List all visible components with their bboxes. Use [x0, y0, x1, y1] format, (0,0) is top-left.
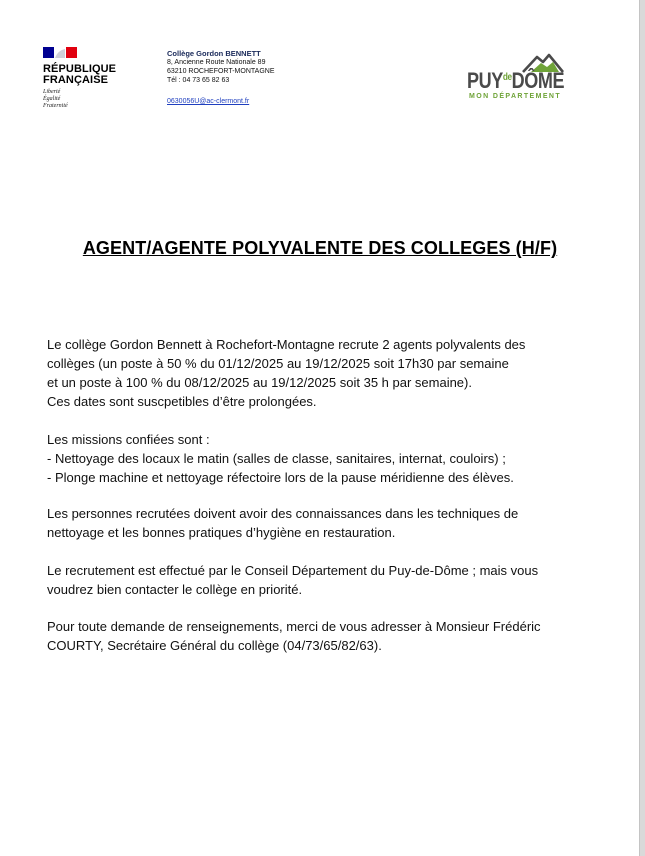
- motto-liberte: Liberté: [43, 89, 61, 95]
- document-title: AGENT/AGENTE POLYVALENTE DES COLLEGES (H/F): [82, 238, 558, 258]
- motto-fraternite: Fraternité: [43, 103, 68, 109]
- puy-de-dome-wordmark: [467, 68, 564, 94]
- paragraph-line: et un poste à 100 % du 08/12/2025 au 19/12/2025 soit 35 h par semaine).: [47, 375, 472, 390]
- paragraph-line: Ces dates sont suscpetibles d’être prolongées.: [47, 394, 317, 409]
- paragraph-line: COURTY, Secrétaire Général du collège (04/73/65/82/63).: [47, 638, 382, 653]
- paragraph-line: - Plonge machine et nettoyage réfectoire lors de la pause méridienne des élèves.: [47, 470, 514, 485]
- paragraph-line: voudrez bien contacter le collège en priorité.: [47, 582, 303, 597]
- wordmark-dome: DÔME: [511, 68, 565, 93]
- school-name: Collège Gordon BENNETT: [167, 49, 261, 58]
- republique-line1: RÉPUBLIQUE: [43, 63, 117, 75]
- paragraph-line: - Nettoyage des locaux le matin (salles de classe, sanitaires, internat, couloirs) ;: [47, 451, 506, 466]
- school-address-line1: 8, Ancienne Route Nationale 89: [167, 59, 266, 66]
- school-address-line2: 63210 ROCHEFORT-MONTAGNE: [167, 68, 275, 75]
- paragraph-recruitment: [47, 335, 607, 411]
- paragraph-missions: [47, 430, 607, 487]
- marianne-flag-icon: [43, 47, 77, 58]
- paragraph-information-request: [47, 617, 607, 655]
- paragraph-line: Pour toute demande de renseignements, merci de vous adresser à Monsieur Frédéric: [47, 619, 541, 634]
- paragraph-line: collèges (un poste à 50 % du 01/12/2025 au 19/12/2025 soit 17h30 par semaine: [47, 356, 509, 371]
- paragraph-skills: [47, 504, 607, 542]
- mon-departement-subtitle: MON DÉPARTEMENT: [469, 93, 562, 100]
- school-phone: Tél : 04 73 65 82 63: [167, 77, 230, 84]
- paragraph-line: Le collège Gordon Bennett à Rochefort-Montagne recrute 2 agents polyvalents des: [47, 337, 526, 352]
- school-address-block: [167, 49, 275, 105]
- republique-title: [43, 64, 116, 86]
- puy-de-dome-logo: [467, 52, 592, 102]
- republique-motto: [43, 89, 68, 110]
- page-edge: [640, 0, 645, 856]
- paragraph-line: nettoyage et les bonnes pratiques d’hygiène en restauration.: [47, 525, 396, 540]
- wordmark-de: de: [502, 72, 512, 83]
- paragraph-line: Le recrutement est effectué par le Conseil Département du Puy-de-Dôme ; mais vous: [47, 563, 539, 578]
- paragraph-line: Les personnes recrutées doivent avoir des connaissances dans les techniques de: [47, 506, 519, 521]
- wordmark-puy: PUY: [467, 68, 503, 93]
- paragraph-line: Les missions confiées sont :: [47, 432, 210, 447]
- paragraph-contact-college: [47, 561, 607, 599]
- motto-egalite: Égalité: [43, 96, 61, 102]
- republique-line2: FRANÇAISE: [43, 74, 109, 86]
- school-email-link[interactable]: 0630056U@ac-clermont.fr: [167, 98, 250, 105]
